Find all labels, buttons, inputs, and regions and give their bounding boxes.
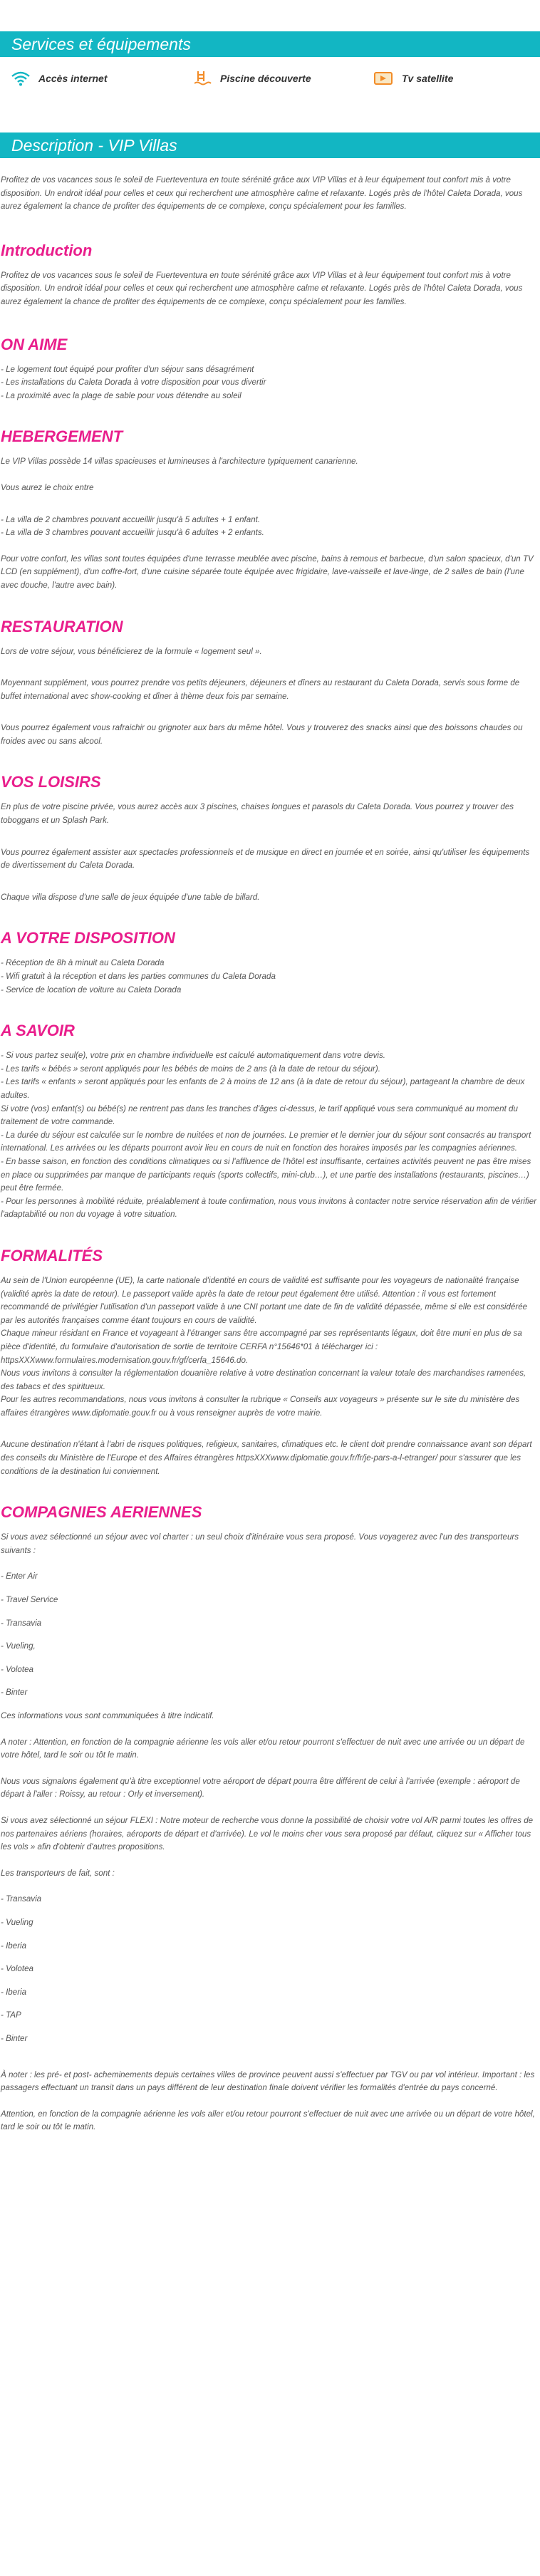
service-label: Piscine découverte — [220, 73, 311, 84]
carrier-item: - Enter Air — [1, 1572, 38, 1582]
list-item: - Les tarifs « enfants » seront appliqués pour les enfants de 2 à moins de 12 ans (à la date de retour du séjour), partageant la chambre de deux adultes. — [1, 1077, 525, 1100]
compagnies-text: Si vous avez sélectionné un séjour avec vol charter : un seul choix d'itinéraire vous sera proposé. Vous voyagerez avec l'un des transporteurs suivants : — [1, 1532, 519, 1555]
carrier-item: - Binter — [1, 2033, 28, 2043]
description-banner: Description - VIP Villas — [0, 133, 540, 158]
services-banner: Services et équipements — [0, 31, 540, 57]
section-a-savoir — [1, 1021, 539, 1222]
section-disposition — [1, 928, 539, 997]
formalites-text: Aucune destination n'étant à l'abri de risques politiques, religieux, sanitaires, climatiques etc. le client doit prendre connaissance avant son départ des conseils du Ministère de l'Europe et des Affaires étrangères httpsXXXwww.diplomatie.gouv.fr/fr/je-pars-a-l-etranger/ pour s'assurer que les conditions de la destination lui conviennent. — [1, 1440, 532, 1476]
list-item: - Si vous partez seul(e), votre prix en chambre individuelle est calculé automatiquement dans votre devis. — [1, 1051, 386, 1061]
carrier-item: - Iberia — [1, 1941, 27, 1951]
formalites-text: Pour les autres recommandations, nous vous invitons à consulter la rubrique « Conseils aux voyageurs » présente sur le site du ministère des affaires étrangères www.diplomatie.gouv.fr ou à vous renseigner auprès de votre mairie. — [1, 1395, 520, 1418]
introduction-text: Profitez de vos vacances sous le soleil de Fuerteventura en toute sérénité grâce aux VIP Villas et à leur équipement tout confort mis à votre disposition. Un endroit idéal pour celles et ceux qui recherchent une atmosphère calme et relaxante. Logés près de l'hôtel Caleta Dorada, vous aurez également la chance de profiter des équipements de ce complexe, conçu spécialement pour les familles. — [1, 270, 523, 306]
list-item: - Les tarifs « bébés » seront appliqués pour les bébés de moins de 2 ans (à la date de retour du séjour). — [1, 1064, 380, 1074]
carrier-item: - Binter — [1, 1688, 28, 1698]
carrier-item: - Iberia — [1, 1987, 27, 1997]
formalites-text: Au sein de l'Union européenne (UE), la carte nationale d'identité en cours de validité est suffisante pour les voyageurs de nationalité française (validité après la date de retour). Le passeport valide après la date de retour peut également être utilisé. Attention : il vous est fortement recommandé de privilégier l'utilisation d'un passeport valide à une CNI portant une date de fin de validité dépassée, même si elle est considérée par les autorités françaises comme étant toujours en cours de validité. — [1, 1275, 528, 1325]
list-item: - Les installations du Caleta Dorada à votre disposition pour vous divertir — [1, 378, 266, 388]
formalites-link: httpsXXXwww.formulaires.modernisation.gouv.fr/gf/cerfa_15646.do. — [1, 1355, 249, 1365]
compagnies-text: Si vous avez sélectionné un séjour FLEXI : Notre moteur de recherche vous donne la possibilité de choisir votre vol A/R parmi toutes les offres de nos partenaires aériens (horaires, aéroports de départ et d'arrivée). Le vol le moins cher vous sera proposé par défaut, cliquez sur « Afficher tous les vols » afin d'obtenir d'autres propositions. — [1, 1815, 534, 1852]
carrier-item: - Vueling, — [1, 1641, 36, 1651]
disposition-heading: A VOTRE DISPOSITION — [1, 929, 175, 947]
section-formalites — [1, 1246, 539, 1478]
service-tv — [372, 70, 453, 87]
compagnies-text: Ces informations vous sont communiquées à titre indicatif. — [1, 1711, 214, 1720]
list-item: - Réception de 8h à minuit au Caleta Dorada — [1, 958, 165, 968]
carrier-item: - Transavia — [1, 1618, 42, 1628]
list-item: - En basse saison, en fonction des conditions climatiques ou si l'affluence de l'hôtel est insuffisante, certaines activités peuvent ne pas être mises en place ou supprimées par manque de participants requis (sports collectifs, mini-club…), et une partie des installations (restaurants, piscines…) peut être fermée. — [1, 1156, 531, 1193]
hebergement-heading: HEBERGEMENT — [1, 427, 123, 446]
compagnies-text: A noter : Attention, en fonction de la compagnie aérienne les vols aller et/ou retour pourront s'effectuer de nuit avec une arrivée ou un départ de votre hôtel, tard le soir ou tôt le matin. — [1, 1737, 525, 1760]
formalites-text: Chaque mineur résidant en France et voyageant à l'étranger sans être accompagné par ses représentants légaux, doit être muni en plus de sa pièce d'identité, du formulaire d'autorisation de sortie de territoire CERFA n°15646*01 à télécharger ici : — [1, 1329, 522, 1351]
hebergement-text: Pour votre confort, les villas sont toutes équipées d'une terrasse meublée avec piscine, bains à remous et barbecue, d'un salon spacieux, d'un TV LCD (en supplément), d'un coffre-fort, d'une cuisine séparée toute équipée avec frigidaire, lave-vaisselle et lave-linge, de 2 salles de bain (l'une avec douche, l'autre avec bain). — [1, 554, 534, 590]
compagnies-text: Les transporteurs de fait, sont : — [1, 1868, 115, 1878]
list-item: - La villa de 3 chambres pouvant accueillir jusqu'à 6 adultes + 2 enfants. — [1, 528, 264, 538]
carrier-item: - Vueling — [1, 1917, 33, 1927]
formalites-text: Nous vous invitons à consulter la réglementation douanière relative à votre destination concernant la valeur totale des marchandises ramenées, des tabacs et des spiritueux. — [1, 1368, 526, 1391]
carrier-item: - Volotea — [1, 1664, 33, 1674]
carrier-item: - Transavia — [1, 1894, 42, 1904]
section-loisirs — [1, 772, 539, 904]
loisirs-text: Chaque villa dispose d'une salle de jeux équipée d'une table de billard. — [1, 892, 260, 902]
section-compagnies — [1, 1502, 539, 2134]
service-label: Tv satellite — [402, 73, 454, 84]
pool-icon — [190, 70, 214, 87]
tv-icon — [372, 70, 396, 87]
restauration-heading: RESTAURATION — [1, 617, 123, 635]
list-item: - La villa de 2 chambres pouvant accueillir jusqu'à 5 adultes + 1 enfant. — [1, 514, 261, 524]
list-item: - Le logement tout équipé pour profiter d'un séjour sans désagrément — [1, 364, 254, 374]
compagnies-heading: COMPAGNIES AERIENNES — [1, 1503, 202, 1522]
list-item: - Wifi gratuit à la réception et dans les parties communes du Caleta Dorada — [1, 972, 276, 982]
section-introduction — [1, 241, 539, 309]
service-internet — [9, 70, 190, 87]
hebergement-text: Vous aurez le choix entre — [1, 482, 94, 492]
hebergement-text: Le VIP Villas possède 14 villas spacieuses et lumineuses à l'architecture typiquement canarienne. — [1, 457, 358, 467]
list-item: - Pour les personnes à mobilité réduite, préalablement à toute confirmation, nous vous invitons à contacter notre service réservation afin de vérifier l'adaptabilité ou non du voyage à votre situation. — [1, 1196, 537, 1220]
restauration-text: Lors de votre séjour, vous bénéficierez de la formule « logement seul ». — [1, 646, 262, 656]
list-item: - Service de location de voiture au Caleta Dorada — [1, 985, 182, 994]
compagnies-text: À noter : les pré- et post- acheminements depuis certaines villes de province peuvent aussi s'effectuer par TGV ou par vol intérieur. Important : les passagers effectuant un transit dans un pays différent de leur destination finale doivent vérifier les formalités d'entrée du pays concerné. — [1, 2069, 535, 2093]
compagnies-text: Attention, en fonction de la compagnie aérienne les vols aller et/ou retour pourront s'effectuer de nuit avec une arrivée ou un départ de votre hôtel, tard le soir ou tôt le matin. — [1, 2109, 535, 2132]
carrier-item: - Travel Service — [1, 1595, 58, 1605]
description-text: Profitez de vos vacances sous le soleil de Fuerteventura en toute sérénité grâce aux VIP Villas et à leur équipement tout confort mis à votre disposition. Un endroit idéal pour celles et ceux qui recherchent une atmosphère calme et relaxante. Logés près de l'hôtel Caleta Dorada, vous aurez également la chance de profiter des équipements de ce complexe, conçu spécialement pour les familles. — [1, 175, 523, 212]
section-on-aime — [1, 335, 539, 403]
carrier-item: - TAP — [1, 2010, 21, 2020]
a-savoir-heading: A SAVOIR — [1, 1022, 75, 1040]
carrier-item: - Volotea — [1, 1964, 33, 1974]
section-restauration — [1, 617, 539, 749]
on-aime-heading: ON AIME — [1, 335, 68, 353]
service-label: Accès internet — [38, 73, 108, 84]
section-hebergement — [1, 427, 539, 592]
list-item: - La durée du séjour est calculée sur le nombre de nuitées et non de journées. Le premier et le dernier jour du séjour sont consacrés au transport international. Les arrivées ou les départs pourront avoir lieu en cours de nuit en fonction des horaires imposés par les compagnies aériennes. — [1, 1130, 531, 1153]
wifi-icon — [9, 70, 33, 87]
restauration-text: Moyennant supplément, vous pourrez prendre vos petits déjeuners, déjeuners et dîners au restaurant du Caleta Dorada, servis sous forme de buffet international avec show-cooking et dîner à thème deux fois par semaine. — [1, 678, 520, 701]
compagnies-text: Nous vous signalons également qu'à titre exceptionnel votre aéroport de départ pourra être différent de celui à l'arrivée (exemple : aéroport de départ à l'aller : Roissy, au retour : Orly et inversement). — [1, 1776, 520, 1799]
service-pool — [190, 70, 372, 87]
introduction-heading: Introduction — [1, 241, 93, 259]
loisirs-text: Vous pourrez également assister aux spectacles professionnels et de musique en direct en journée et en soirée, ainsi qu'utiliser les équipements de divertissement du Caleta Dorada. — [1, 847, 530, 871]
loisirs-heading: VOS LOISIRS — [1, 773, 101, 791]
list-item: Si votre (vos) enfant(s) ou bébé(s) ne rentrent pas dans les tranches d'âges ci-dessus, le tarif appliqué vous sera communiqué au moment du traitement de votre commande. — [1, 1103, 518, 1127]
restauration-text: Vous pourrez également vous rafraichir ou grignoter aux bars du même hôtel. Vous y trouverez des snacks ainsi que des boissons chaudes ou froides avec ou sans alcool. — [1, 723, 523, 746]
formalites-heading: FORMALITÉS — [1, 1246, 103, 1264]
loisirs-text: En plus de votre piscine privée, vous aurez accès aux 3 piscines, chaises longues et parasols du Caleta Dorada. Vous pourrez y trouver des toboggans et un Splash Park. — [1, 802, 514, 826]
list-item: - La proximité avec la plage de sable pour vous détendre au soleil — [1, 390, 242, 400]
services-list — [0, 60, 540, 97]
